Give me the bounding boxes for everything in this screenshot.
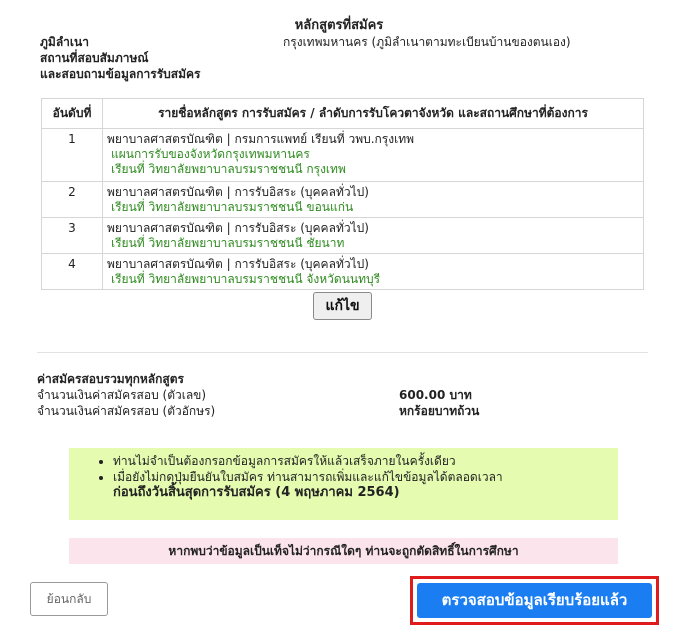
course-school: เรียนที่ วิทยาลัยพยาบาลบรมราชชนนี จังหวัดนนทบุรี xyxy=(111,272,381,286)
divider xyxy=(37,352,648,353)
domicile-label: ภูมิลำเนา xyxy=(40,35,89,49)
table-row xyxy=(42,182,644,218)
table-row xyxy=(42,218,644,254)
course-plan: แผนการรับของจังหวัดกรุงเทพมหานคร xyxy=(111,147,310,161)
row-rank: 1 xyxy=(42,129,103,182)
fee-text-label: จำนวนเงินค่าสมัครสอบ (ตัวอักษร) xyxy=(37,404,216,418)
note-item xyxy=(113,469,618,501)
course-table xyxy=(41,98,644,290)
edit-button[interactable]: แก้ไข xyxy=(313,292,372,320)
course-school: เรียนที่ วิทยาลัยพยาบาลบรมราชชนนี กรุงเทพ xyxy=(111,162,346,176)
fee-text-value: หกร้อยบาทถ้วน xyxy=(399,404,480,418)
row-rank: 4 xyxy=(42,254,103,290)
row-desc xyxy=(103,254,644,290)
row-desc xyxy=(103,182,644,218)
fee-number-label: จำนวนเงินค่าสมัครสอบ (ตัวเลข) xyxy=(37,388,207,402)
exam-place-label-1: สถานที่สอบสัมภาษณ์ xyxy=(40,51,149,65)
table-row xyxy=(42,254,644,290)
exam-place-label-2: และสอบถามข้อมูลการรับสมัคร xyxy=(40,67,201,81)
table-header-row xyxy=(42,99,644,129)
back-button[interactable]: ย้อนกลับ xyxy=(30,582,108,616)
course-school: เรียนที่ วิทยาลัยพยาบาลบรมราชชนนี ชัยนาท xyxy=(111,236,345,250)
row-desc xyxy=(103,129,644,182)
col-rank-header: อันดับที่ xyxy=(42,99,103,129)
course-name: พยาบาลศาสตรบัณฑิต | การรับอิสระ (บุคคลทั่วไป) xyxy=(107,221,369,235)
table-row xyxy=(42,129,644,182)
row-rank: 2 xyxy=(42,182,103,218)
course-name: พยาบาลศาสตรบัณฑิต | การรับอิสระ (บุคคลทั่วไป) xyxy=(107,185,369,199)
fee-number-value: 600.00 บาท xyxy=(399,388,472,402)
col-desc-header: รายชื่อหลักสูตร การรับสมัคร / ลำดับการรับโควตาจังหวัด และสถานศึกษาที่ต้องการ xyxy=(103,99,644,129)
note-item: • ท่านไม่จำเป็นต้องกรอกข้อมูลการสมัครให้แล้วเสร็จภายในครั้งเดียว xyxy=(113,453,618,469)
course-school: เรียนที่ วิทยาลัยพยาบาลบรมราชชนนี ขอนแก่น xyxy=(111,200,354,214)
domicile-value: กรุงเทพมหานคร (ภูมิลำเนาตามทะเบียนบ้านของตนเอง) xyxy=(283,35,571,49)
page-title: หลักสูตรที่สมัคร xyxy=(294,18,384,33)
row-desc xyxy=(103,218,644,254)
course-name: พยาบาลศาสตรบัณฑิต | การรับอิสระ (บุคคลทั่วไป) xyxy=(107,257,369,271)
row-rank: 3 xyxy=(42,218,103,254)
fee-title: ค่าสมัครสอบรวมทุกหลักสูตร xyxy=(37,372,184,386)
deadline-note: ก่อนถึงวันสิ้นสุดการรับสมัคร (4 พฤษภาคม 2564) xyxy=(113,485,400,500)
confirm-button[interactable]: ตรวจสอบข้อมูลเรียบร้อยแล้ว xyxy=(417,583,652,618)
note-list xyxy=(69,453,618,501)
note-item-text: เมื่อยังไม่กดปุ่มยืนยันใบสมัคร ท่านสามารถเพิ่มและแก้ไขข้อมูลได้ตลอดเวลา xyxy=(113,470,503,484)
course-name: พยาบาลศาสตรบัณฑิต | กรมการแพทย์ เรียนที่ วพบ.กรุงเทพ xyxy=(107,132,415,146)
warning-banner: หากพบว่าข้อมูลเป็นเท็จไม่ว่ากรณีใดๆ ท่านจะถูกตัดสิทธิ์ในการศึกษา xyxy=(69,538,618,564)
info-note-box xyxy=(69,448,618,520)
info-labels xyxy=(40,34,201,82)
